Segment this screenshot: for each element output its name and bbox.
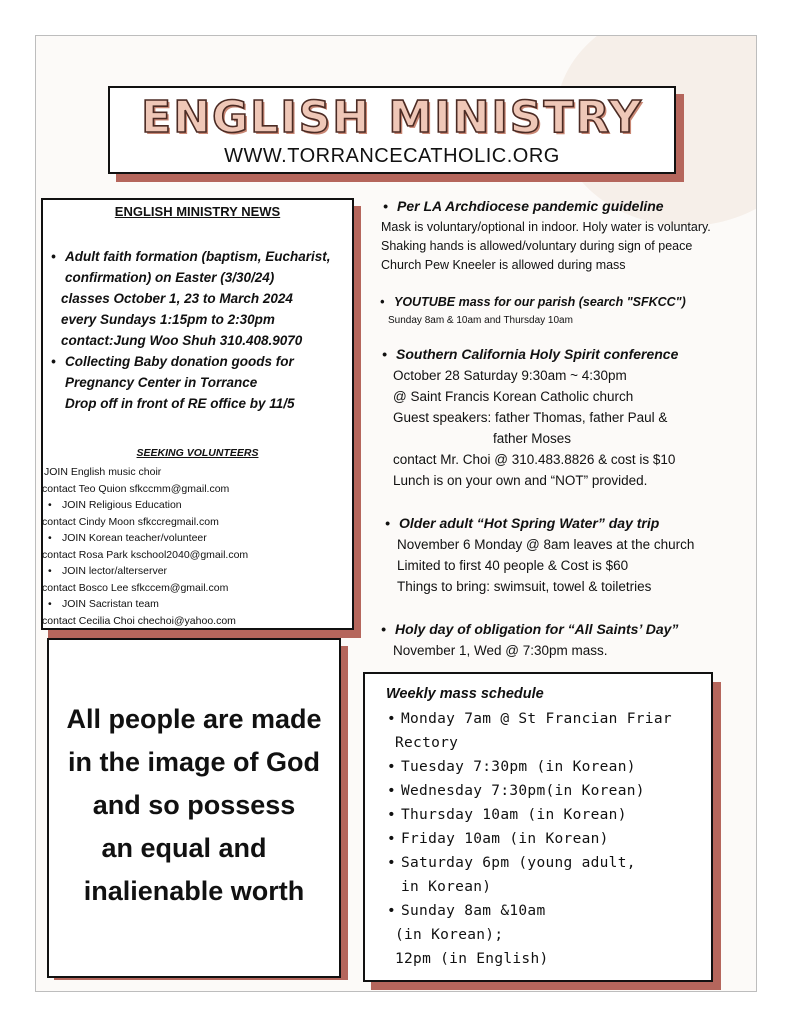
pandemic-body: Mask is voluntary/optional in indoor. Holy water is voluntary. Shaking hands is allowed/voluntary during sign of peace Church Pew Kneeler is allowed during mass — [381, 220, 711, 272]
saints-heading: • Holy day of obligation for “All Saints’ Day” — [395, 619, 757, 640]
news-box — [41, 198, 354, 630]
quote-box — [47, 638, 341, 978]
trip-body: November 6 Monday @ 8am leaves at the church Limited to first 40 people & Cost is $60 Things to bring: swimsuit, towel & toiletries — [397, 537, 695, 594]
schedule-item: • Thursday 10am (in Korean) — [401, 803, 672, 827]
conference-heading: • Southern California Holy Spirit conference — [396, 344, 757, 365]
youtube-body: Sunday 8am & 10am and Thursday 10am — [388, 315, 573, 326]
pandemic-heading: • Per LA Archdiocese pandemic guideline — [397, 196, 757, 217]
volunteer-list — [44, 464, 352, 629]
news-list — [61, 246, 355, 414]
volunteer-line: • JOIN lector/alterserver — [62, 563, 352, 580]
volunteer-contact: contact Cindy Moon sfkccregmail.com — [42, 515, 219, 528]
quote-text: All people are made in the image of God and so possess an equal and inalienable worth — [66, 704, 322, 906]
saints-body: November 1, Wed @ 7:30pm mass. — [393, 643, 608, 658]
news-heading: ENGLISH MINISTRY NEWS — [114, 204, 281, 219]
schedule-item-cont: in Korean) — [401, 879, 492, 895]
conference-body: October 28 Saturday 9:30am ~ 4:30pm @ Saint Francis Korean Catholic church Guest speakers: father Thomas, father Paul & father Moses contact Mr. Choi @ 310.483.8826 & cost is $10 Lunch is on your own and “NOT” provided. — [393, 368, 676, 488]
schedule-item: • Saturday 6pm (young adult, — [401, 851, 672, 875]
schedule-box — [363, 672, 713, 982]
schedule-heading: Weekly mass schedule — [386, 686, 544, 702]
news-item-baby-donation: • Collecting Baby donation goods for Pregnancy Center in Torrance Drop off in front of RE office by 11/5 — [65, 351, 355, 414]
volunteer-contact: contact Bosco Lee sfkccem@gmail.com — [42, 581, 229, 594]
schedule-item: • Tuesday 7:30pm (in Korean) — [401, 755, 672, 779]
schedule-item-cont: Rectory — [395, 735, 459, 751]
schedule-item: • Wednesday 7:30pm(in Korean) — [401, 779, 672, 803]
schedule-item: • Sunday 8am &10am — [401, 899, 672, 923]
announcements — [381, 196, 753, 661]
volunteer-line: • JOIN Sacristan team — [62, 596, 352, 613]
schedule-item-cont: (in Korean); — [395, 927, 504, 943]
schedule-item: • Monday 7am @ St Francian Friar — [401, 707, 672, 731]
schedule-item: • Friday 10am (in Korean) — [401, 827, 672, 851]
volunteer-line: JOIN English music choir — [44, 466, 162, 478]
website-url[interactable]: WWW.TORRANCECATHOLIC.ORG — [224, 145, 560, 167]
volunteer-contact: contact Teo Quion sfkccmm@gmail.com — [42, 482, 230, 495]
flyer-page — [35, 35, 757, 992]
news-item-faith-formation: • Adult faith formation (baptism, Eucharist, confirmation) on Easter (3/30/24) classes October 1, 23 to March 2024 every Sundays 1:15pm to 2:30pm contact:Jung Woo Shuh 310.408.9070 — [65, 246, 355, 351]
volunteer-contact: contact Rosa Park kschool2040@gmail.com — [42, 548, 249, 561]
page-title: ENGLISH MINISTRY — [141, 92, 643, 143]
volunteer-line: • JOIN Religious Education — [62, 497, 352, 514]
schedule-item-cont: 12pm (in English) — [395, 951, 549, 967]
schedule-list — [395, 707, 672, 971]
volunteer-line: • JOIN Korean teacher/volunteer — [62, 530, 352, 547]
volunteer-contact: contact Cecilia Choi chechoi@yahoo.com — [42, 614, 236, 627]
volunteers-heading: SEEKING VOLUNTEERS — [136, 447, 259, 459]
youtube-heading: • YOUTUBE mass for our parish (search "SFKCC") — [394, 292, 757, 313]
header-box — [108, 86, 676, 174]
trip-heading: • Older adult “Hot Spring Water” day trip — [399, 513, 757, 534]
